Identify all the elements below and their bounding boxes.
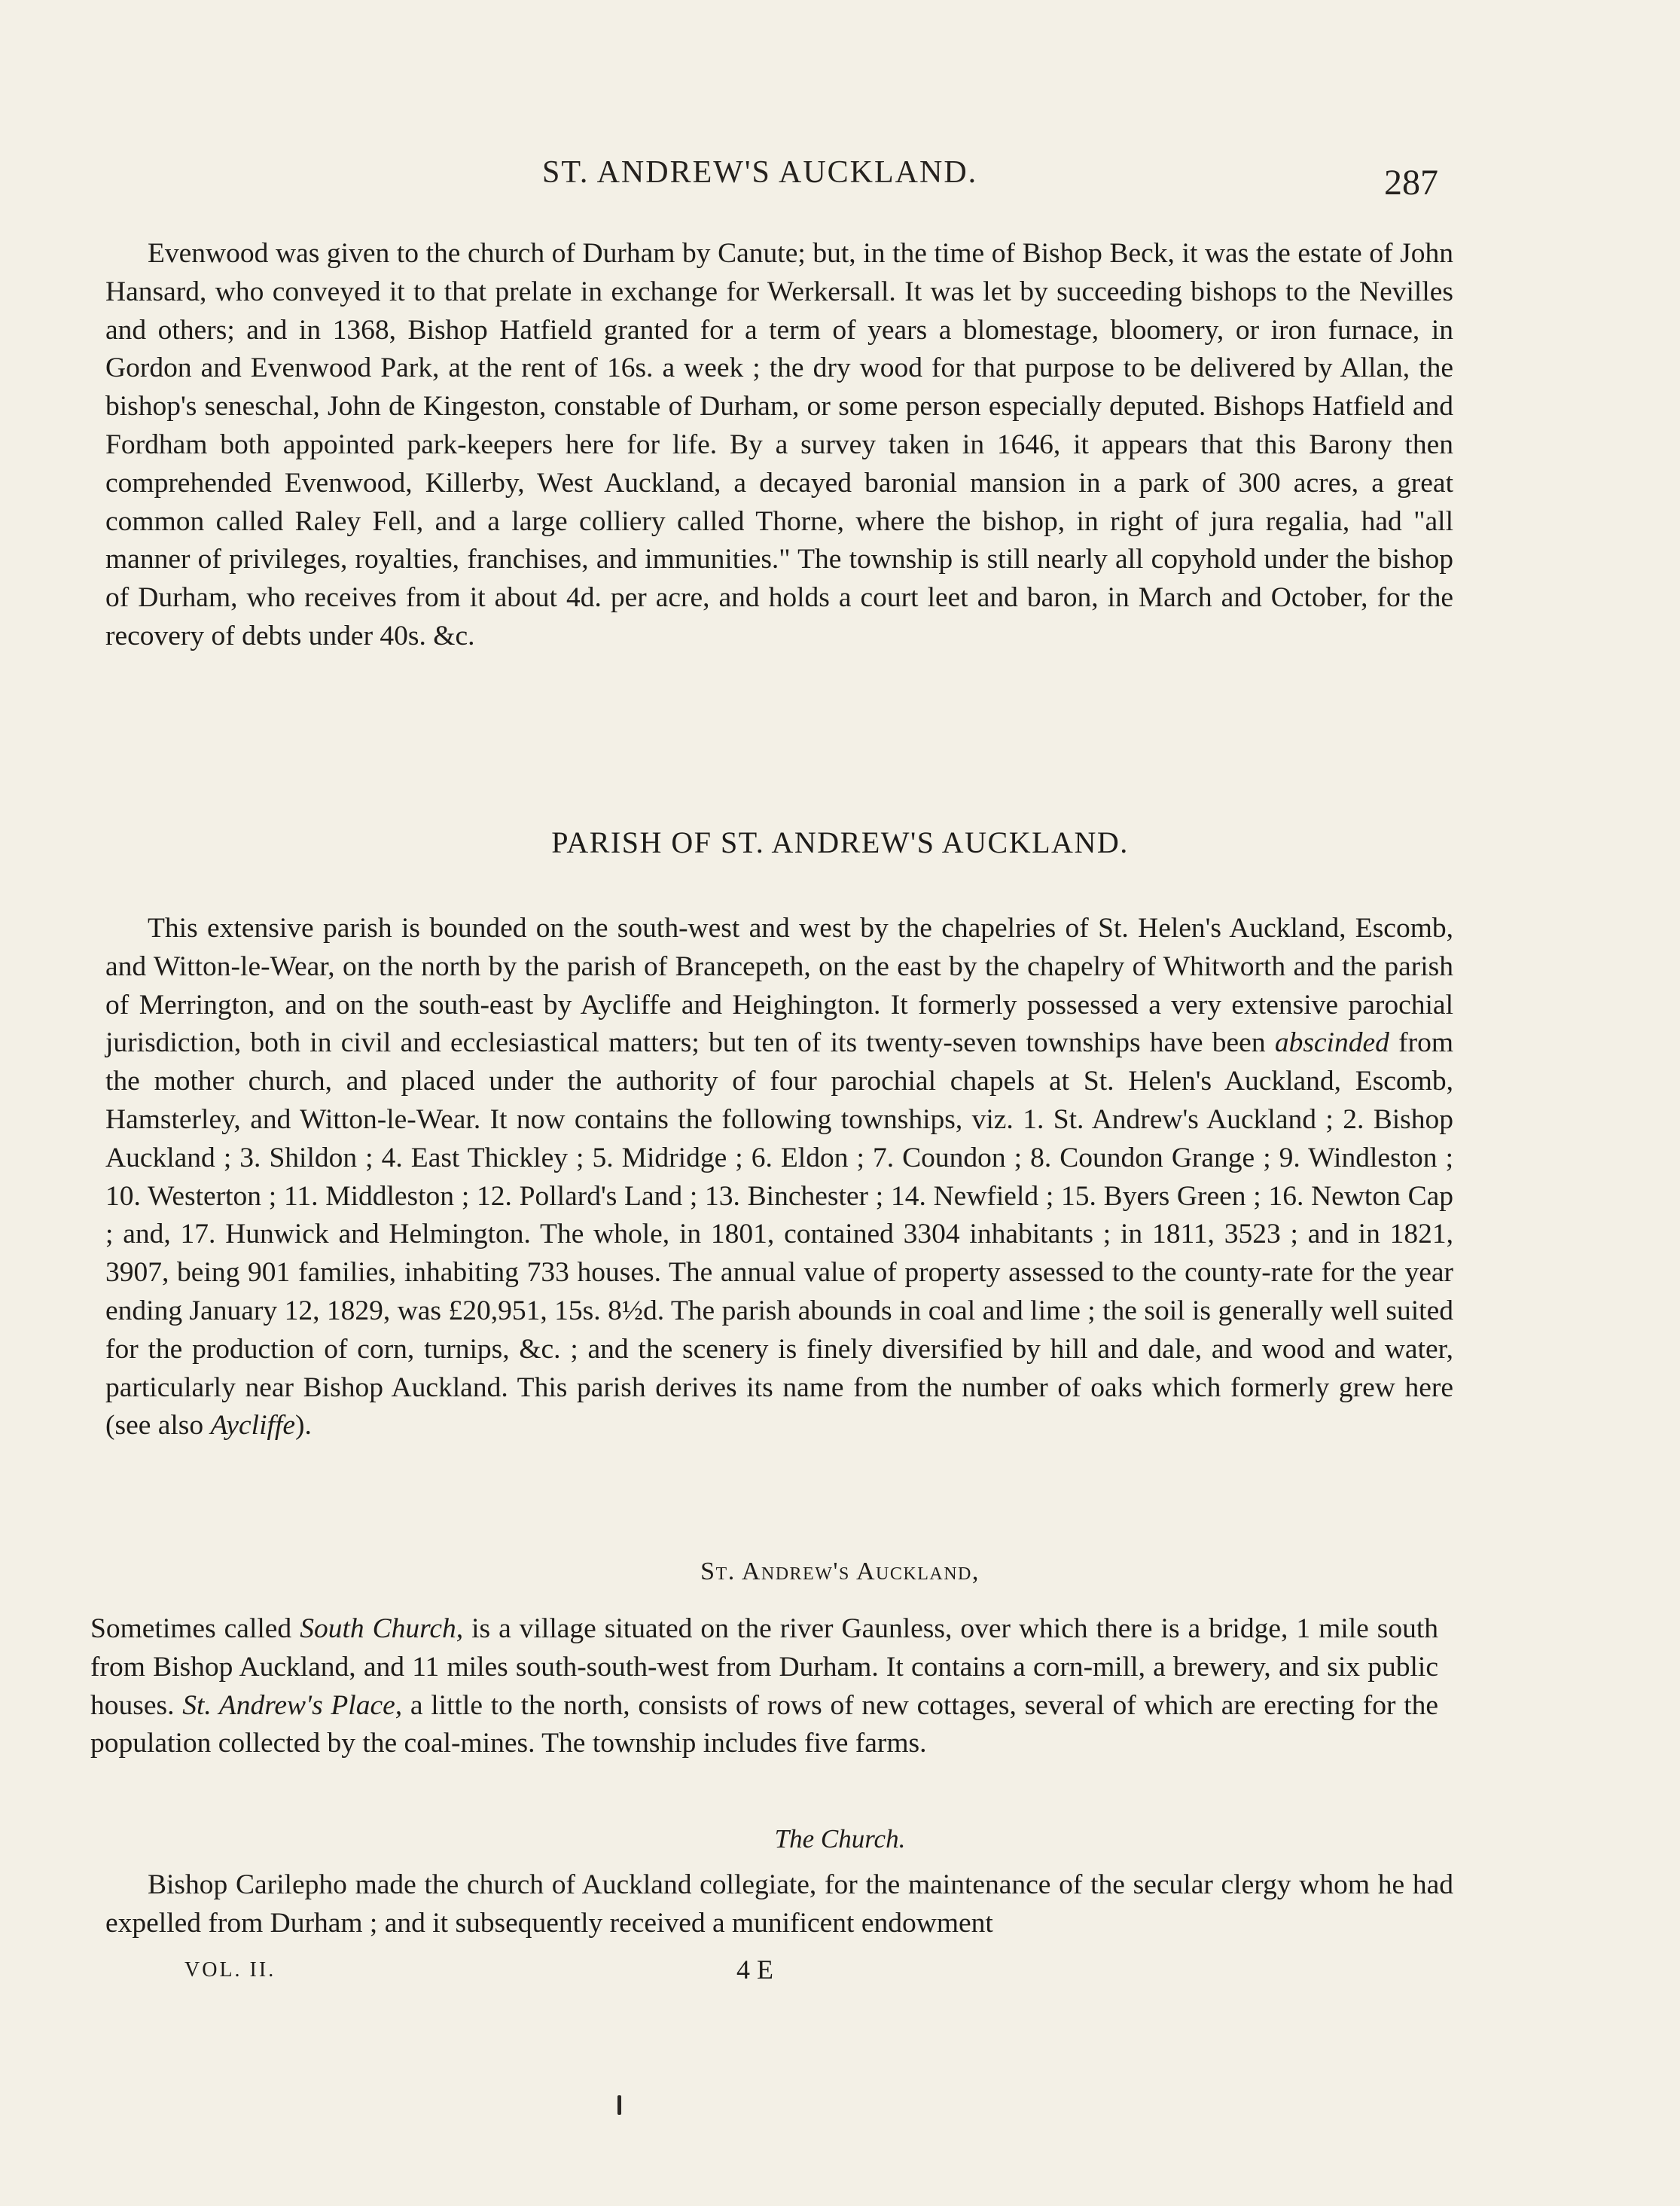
parish-text-part2: from the mother church, and placed under the authority of four parochial chapels at St. Helen's Auckland, Escomb, Hamsterley, and Witton-le-Wear. It now contains the following townships, viz. 1. St. Andrew's Auckland ; 2. Bishop Auckland ; 3. Shildon ; 4. East Thickley ; 5. Midridge ; 6. Eldon ; 7. Coundon ; 8. Coundon Grange ; 9. Windleston ; 10. Westerton ; 11. Middleston ; 12. Pollard's Land ; 13. Binchester ; 14. Newfield ; 15. Byers Green ; 16. Newton Cap ; and, 17. Hunwick and Helmington. The whole, in 1801, contained 3304 inhabitants ; in 1811, 3523 ; and in 1821, 3907, being 901 families, inhabiting 733 houses. The annual value of property assessed to the county-rate for the year ending January 12, 1829, was £20,951, 15s. 8½d. The parish abounds in coal and lime ; the soil is generally well suited for the production of corn, turnips, &c. ; and the scenery is finely diversified by hill and dale, and wood and water, particularly near Bishop Auckland. This parish derives its name from the number of oaks which formerly grew here (see also	[105, 1027, 1454, 1442]
paragraph-village	[90, 1610, 1438, 1763]
village-text-start: Sometimes called	[90, 1613, 292, 1644]
running-title: ST. ANDREW'S AUCKLAND.	[542, 155, 978, 190]
signature-mark: 4 E	[736, 1954, 773, 1985]
ink-speck	[617, 2095, 621, 2115]
village-text-part2: is a village situated on the river Gaunless, over which there is a bridge, 1 mile south from Bishop Auckland, and 11 miles south-south-west from Durham. It contains a corn-mill, a brewery, and six public houses.	[90, 1613, 1439, 1721]
village-italic-place: St. Andrew's Place,	[182, 1689, 403, 1721]
section-heading-parish: PARISH OF ST. ANDREW'S AUCKLAND.	[551, 825, 1129, 859]
parish-italic-abscinded: abscinded	[1274, 1027, 1389, 1059]
volume-label: VOL. II.	[184, 1958, 276, 1982]
village-text-part3: a little to the north, consists of rows of new cottages, several of which are erecting for the population collected by the coal-mines. The township includes five farms.	[90, 1689, 1439, 1759]
section-heading-church: The Church.	[774, 1824, 906, 1854]
paragraph-evenwood: Evenwood was given to the church of Durham by Canute; but, in the time of Bishop Beck, it was the estate of John Hansard, who conveyed it to that prelate in exchange for Werkersall. It was let by succeeding bishops to the Nevilles and others; and in 1368, Bishop Hatfield granted for a term of years a blomestage, bloomery, or iron furnace, in Gordon and Evenwood Park, at the rent of 16s. a week ; the dry wood for that purpose to be delivered by Allan, the bishop's seneschal, John de Kingeston, constable of Durham, or some person especially deputed. Bishops Hatfield and Fordham both appointed park-keepers here for life. By a survey taken in 1646, it appears that this Barony then comprehended Evenwood, Killerby, West Auckland, a decayed baronial mansion in a park of 300 acres, a great common called Raley Fell, and a large colliery called Thorne, where the bishop, in right of jura regalia, had "all manner of privileges, royalties, franchises, and immunities." The township is still nearly all copyhold under the bishop of Durham, who receives from it about 4d. per acre, and holds a court leet and baron, in March and October, for the recovery of debts under 40s. &c.	[105, 238, 1453, 651]
village-italic-south-church: South Church,	[300, 1613, 464, 1644]
paragraph-church: Bishop Carilepho made the church of Auckland collegiate, for the maintenance of the secular clergy whom he had expelled from Durham ; and it subsequently received a munificent endowment	[105, 1869, 1453, 1939]
parish-text-part1: This extensive parish is bounded on the south-west and west by the chapelries of St. Helen's Auckland, Escomb, and Witton-le-Wear, on the north by the parish of Brancepeth, on the east by the chapelry of Whitworth and the parish of Merrington, and on the south-east by Aycliffe and Heighington. It formerly possessed a very extensive parochial jurisdiction, both in civil and ecclesiastical matters; but ten of its twenty-seven townships have been	[105, 913, 1453, 1059]
parish-italic-aycliffe: Aycliffe	[210, 1410, 295, 1442]
section-heading-village: St. Andrew's Auckland,	[700, 1558, 980, 1585]
parish-text-end: ).	[294, 1410, 312, 1442]
paragraph-parish	[105, 910, 1453, 1445]
page-number: 287	[1384, 163, 1438, 203]
running-head	[0, 154, 1680, 203]
page-footer	[0, 1954, 1680, 1988]
